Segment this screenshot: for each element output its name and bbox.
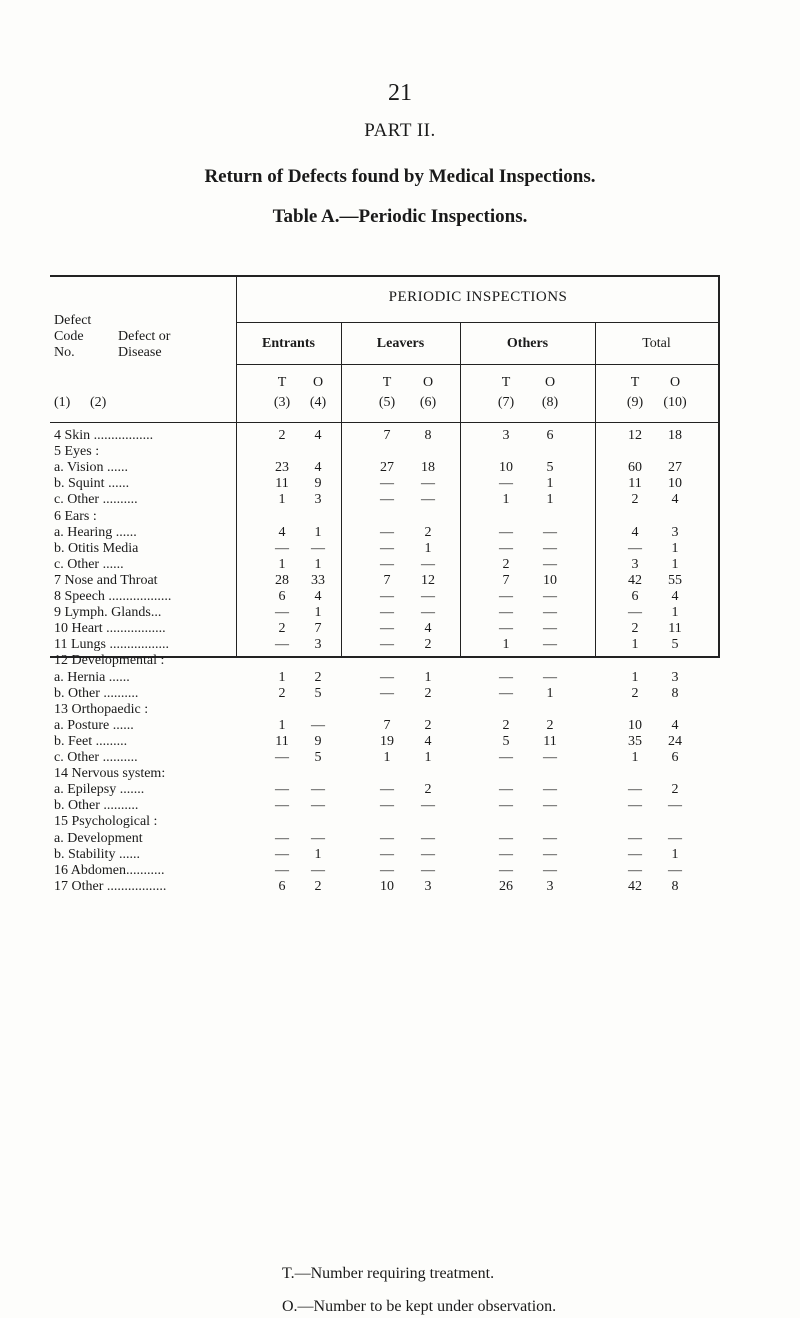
row-label: 9 Lymph. Glands... [54, 605, 162, 621]
header-bottom-rule [50, 422, 720, 423]
table-cell: — [499, 798, 513, 814]
row-label: 12 Developmental : [54, 653, 165, 669]
row-label: a. Posture ...... [54, 717, 134, 733]
row-label: b. Otitis Media [54, 540, 139, 556]
table-cell: — [499, 862, 513, 878]
table-cell: 42 [628, 572, 642, 588]
col-number-8: (8) [541, 395, 559, 410]
table-cell: 2 [631, 621, 639, 637]
table-cell: — [380, 846, 394, 862]
table-cell: — [380, 524, 394, 540]
table-cell: — [421, 605, 435, 621]
table-cell: — [380, 862, 394, 878]
table-cell: — [499, 540, 513, 556]
page-number: 21 [388, 80, 412, 106]
table-cell: 35 [628, 733, 642, 749]
table-cell: 1 [424, 540, 432, 556]
table-cell: 2 [424, 782, 432, 798]
table-cell: — [543, 846, 557, 862]
footnote-t: T.—Number requiring treatment. [282, 1265, 495, 1282]
table-row [50, 879, 718, 895]
table-cell: — [499, 846, 513, 862]
row-label: a. Hearing ...... [54, 524, 137, 540]
table-cell: — [275, 750, 289, 765]
table-cell: 26 [499, 878, 513, 894]
table-cell: 10 [668, 476, 682, 492]
table-cell: 1 [631, 750, 639, 765]
table-cell: — [421, 589, 435, 604]
table-cell: 2 [278, 428, 286, 443]
table-cell: 3 [424, 878, 432, 894]
col-number-1: (1) [54, 395, 71, 410]
code-header-line: Code [54, 329, 84, 344]
row-label: c. Other .......... [54, 750, 138, 765]
table-cell: 1 [424, 669, 432, 685]
table-cell: — [311, 862, 325, 878]
table-row [50, 476, 718, 492]
table-row [50, 460, 718, 476]
table-row [50, 863, 718, 879]
table-cell: 4 [671, 492, 679, 508]
group-header-total: Total [642, 336, 671, 351]
table-cell: 1 [671, 540, 679, 556]
table-cell: 6 [631, 589, 639, 604]
table-cell: — [275, 782, 289, 798]
table-cell: — [380, 556, 394, 572]
table-cell: — [499, 782, 513, 798]
group-header-rule [236, 322, 720, 323]
table-cell: — [543, 750, 557, 765]
table-cell: 5 [314, 750, 322, 765]
table-cell: — [543, 830, 557, 846]
table-cell: 28 [275, 572, 289, 588]
table-cell: 1 [502, 637, 510, 653]
sub-header-8: O [544, 375, 556, 390]
table-cell: 1 [314, 524, 322, 540]
table-cell: 4 [671, 717, 679, 733]
table-cell: — [499, 669, 513, 685]
table-cell: — [543, 798, 557, 814]
table-cell: — [543, 621, 557, 637]
row-label: 13 Orthopaedic : [54, 701, 149, 717]
table-row [50, 509, 718, 525]
row-label: b. Squint ...... [54, 476, 130, 492]
table-cell: 23 [275, 460, 289, 476]
table-row [50, 670, 718, 686]
table-cell: — [380, 830, 394, 846]
no-header-line: No. [54, 345, 75, 360]
table-cell: 6 [278, 589, 286, 604]
disease-header-line: Disease [118, 345, 162, 360]
table-row [50, 589, 718, 605]
table-cell: — [543, 862, 557, 878]
table-cell: 11 [275, 733, 289, 749]
table-cell: — [668, 798, 682, 814]
row-label: 16 Abdomen........... [54, 862, 165, 878]
table-row [50, 444, 718, 460]
table-cell: 10 [543, 572, 557, 588]
table-cell: 55 [668, 572, 682, 588]
table-cell: 2 [314, 669, 322, 685]
table-cell: 1 [502, 492, 510, 508]
table-cell: — [380, 782, 394, 798]
col-number-10: (10) [663, 395, 687, 410]
table-cell: 12 [421, 572, 435, 588]
table-cell: 2 [424, 717, 432, 733]
table-cell: 1 [278, 669, 286, 685]
table-row [50, 702, 718, 718]
table-row [50, 637, 718, 653]
sub-header-4: O [312, 375, 324, 390]
group-header-others: Others [506, 336, 549, 351]
disease-header [118, 329, 170, 361]
table-subtitle: Table A.—Periodic Inspections. [272, 206, 528, 227]
table-cell: 1 [671, 605, 679, 621]
table-cell: — [628, 605, 642, 621]
table-cell: 7 [502, 572, 510, 588]
col-number-4: (4) [309, 395, 327, 410]
table-cell: — [543, 540, 557, 556]
table-cell: — [628, 862, 642, 878]
table-cell: — [628, 798, 642, 814]
row-label: 4 Skin ................. [54, 428, 154, 443]
table-row [50, 541, 718, 557]
table-cell: 2 [278, 621, 286, 637]
table-cell: 19 [380, 733, 394, 749]
sub-header-rule [236, 364, 720, 365]
table-cell: 10 [380, 878, 394, 894]
table-cell: 5 [502, 733, 510, 749]
table-row [50, 653, 718, 669]
row-label: c. Other ...... [54, 556, 124, 572]
table-cell: — [380, 798, 394, 814]
row-label: 10 Heart ................. [54, 621, 166, 637]
table-cell: — [421, 476, 435, 492]
table-cell: 1 [671, 846, 679, 862]
row-label: b. Stability ...... [54, 846, 140, 862]
table-cell: 1 [278, 717, 286, 733]
table-cell: 8 [671, 685, 679, 701]
table-cell: 7 [383, 572, 391, 588]
table-cell: — [543, 669, 557, 685]
table-cell: — [499, 750, 513, 765]
table-row [50, 782, 718, 798]
table-row [50, 605, 718, 621]
table-cell: — [380, 589, 394, 604]
table-cell: — [543, 605, 557, 621]
table-cell: — [380, 669, 394, 685]
table-cell: 4 [631, 524, 639, 540]
row-label: 14 Nervous system: [54, 766, 166, 782]
table-cell: — [380, 621, 394, 637]
row-label: a. Epilepsy ....... [54, 782, 145, 798]
row-label: b. Other .......... [54, 798, 139, 814]
row-label: b. Other .......... [54, 685, 139, 701]
table-cell: 1 [631, 637, 639, 653]
table-cell: 2 [546, 717, 554, 733]
table-cell: 18 [668, 428, 682, 443]
table-cell: — [380, 492, 394, 508]
table-cell: — [421, 830, 435, 846]
row-label: a. Development [54, 830, 143, 846]
table-cell: 7 [314, 621, 322, 637]
sub-header-6: O [422, 375, 434, 390]
table-cell: 3 [502, 428, 510, 443]
table-cell: — [421, 556, 435, 572]
table-cell: — [311, 830, 325, 846]
table-cell: — [543, 556, 557, 572]
table-cell: 1 [278, 492, 286, 508]
table-cell: 60 [628, 460, 642, 476]
row-label: 7 Nose and Throat [54, 572, 158, 588]
table-cell: 10 [628, 717, 642, 733]
row-label: 8 Speech .................. [54, 589, 172, 604]
table-cell: 3 [314, 492, 322, 508]
table-cell: 4 [314, 589, 322, 604]
table-cell: 1 [314, 605, 322, 621]
table-cell: — [275, 862, 289, 878]
table-cell: 9 [314, 476, 322, 492]
document-title: Return of Defects found by Medical Inspections. [204, 166, 596, 187]
table-cell: — [275, 540, 289, 556]
defect-code-header [54, 313, 91, 361]
table-row [50, 718, 718, 734]
table-cell: 3 [671, 669, 679, 685]
periodic-inspections-header: PERIODIC INSPECTIONS [388, 289, 568, 305]
table-row [50, 798, 718, 814]
table-cell: 27 [668, 460, 682, 476]
row-label: 5 Eyes : [54, 444, 100, 460]
sub-header-5: T [382, 375, 392, 390]
table-cell: — [421, 846, 435, 862]
table-cell: — [421, 492, 435, 508]
table-cell: — [380, 476, 394, 492]
table-cell: 1 [383, 750, 391, 765]
table-cell: — [499, 621, 513, 637]
table-cell: 42 [628, 878, 642, 894]
table-cell: — [499, 476, 513, 492]
table-cell: 2 [502, 556, 510, 572]
table-cell: — [543, 589, 557, 604]
table-cell: — [275, 637, 289, 653]
sub-header-10: O [669, 375, 681, 390]
table-cell: — [499, 589, 513, 604]
table-cell: 2 [278, 685, 286, 701]
row-label: c. Other .......... [54, 492, 138, 508]
table-cell: 27 [380, 460, 394, 476]
table-cell: — [275, 605, 289, 621]
table-row [50, 492, 718, 508]
table-right-rule [718, 275, 720, 658]
sub-header-3: T [277, 375, 287, 390]
table-cell: 2 [631, 492, 639, 508]
table-cell: 2 [631, 685, 639, 701]
table-cell: — [275, 846, 289, 862]
table-cell: 2 [424, 524, 432, 540]
part-heading: PART II. [364, 120, 436, 141]
table-cell: — [543, 782, 557, 798]
row-label: 17 Other ................. [54, 878, 167, 894]
table-cell: — [380, 605, 394, 621]
table-cell: — [499, 524, 513, 540]
col-number-7: (7) [497, 395, 515, 410]
table-cell: — [311, 717, 325, 733]
table-cell: 1 [671, 556, 679, 572]
table-row [50, 766, 718, 782]
table-cell: 11 [668, 621, 682, 637]
table-row [50, 686, 718, 702]
row-label: 6 Ears : [54, 508, 97, 524]
table-cell: 2 [314, 878, 322, 894]
group-header-leavers: Leavers [376, 336, 425, 351]
table-row [50, 750, 718, 766]
sub-header-9: T [630, 375, 640, 390]
row-label: a. Hernia ...... [54, 669, 130, 685]
table-cell: 2 [502, 717, 510, 733]
table-cell: 1 [546, 476, 554, 492]
table-cell: 7 [383, 717, 391, 733]
table-cell: — [499, 830, 513, 846]
table-cell: 18 [421, 460, 435, 476]
table-cell: 3 [631, 556, 639, 572]
table-cell: 4 [424, 733, 432, 749]
table-cell: — [499, 685, 513, 701]
table-cell: — [311, 782, 325, 798]
footnote-o: O.—Number to be kept under observation. [282, 1298, 557, 1315]
table-cell: 7 [383, 428, 391, 443]
table-cell: — [380, 637, 394, 653]
group-header-entrants: Entrants [262, 336, 315, 351]
col-number-5: (5) [378, 395, 396, 410]
table-cell: — [275, 830, 289, 846]
table-cell: — [499, 605, 513, 621]
table-row [50, 557, 718, 573]
table-row [50, 831, 718, 847]
table-cell: 9 [314, 733, 322, 749]
table-cell: — [380, 540, 394, 556]
row-label: 15 Psychological : [54, 814, 158, 830]
row-label: 11 Lungs ................. [54, 637, 169, 653]
table-cell: 1 [424, 750, 432, 765]
table-cell: 2 [424, 637, 432, 653]
table-cell: — [628, 540, 642, 556]
table-cell: 1 [278, 556, 286, 572]
table-cell: 6 [671, 750, 679, 765]
table-cell: 11 [543, 733, 557, 749]
table-cell: — [628, 830, 642, 846]
table-row [50, 621, 718, 637]
table-cell: — [311, 540, 325, 556]
table-cell: — [275, 798, 289, 814]
table-cell: 33 [311, 572, 325, 588]
table-cell: 12 [628, 428, 642, 443]
table-cell: 1 [546, 492, 554, 508]
table-cell: 3 [546, 878, 554, 894]
table-cell: — [628, 782, 642, 798]
table-cell: 2 [671, 782, 679, 798]
table-cell: 11 [275, 476, 289, 492]
table-cell: 4 [424, 621, 432, 637]
table-cell: — [668, 830, 682, 846]
table-cell: — [421, 798, 435, 814]
table-cell: 2 [424, 685, 432, 701]
col-number-9: (9) [626, 395, 644, 410]
table-cell: 6 [546, 428, 554, 443]
defects-table-grid [50, 275, 720, 894]
table-cell: 4 [314, 460, 322, 476]
row-label: a. Vision ...... [54, 460, 128, 476]
table-cell: — [380, 685, 394, 701]
table-cell: 3 [314, 637, 322, 653]
col-number-3: (3) [273, 395, 291, 410]
table-top-rule [50, 275, 720, 277]
table-cell: — [668, 862, 682, 878]
table-row [50, 734, 718, 750]
table-cell: — [628, 846, 642, 862]
col-number-2: (2) [90, 395, 107, 410]
table-cell: 1 [546, 685, 554, 701]
table-cell: 4 [314, 428, 322, 443]
defect-or-header-line: Defect or [118, 329, 171, 344]
table-cell: — [543, 637, 557, 653]
table-cell: 5 [314, 685, 322, 701]
table-row [50, 847, 718, 863]
table-cell: 3 [671, 524, 679, 540]
table-row [50, 428, 718, 444]
table-cell: 8 [424, 428, 432, 443]
table-cell: — [543, 524, 557, 540]
sub-header-7: T [501, 375, 511, 390]
row-label: b. Feet ......... [54, 733, 128, 749]
table-cell: 1 [631, 669, 639, 685]
table-cell: 4 [671, 589, 679, 604]
table-cell: 6 [278, 878, 286, 894]
defect-header-line: Defect [54, 313, 92, 328]
table-cell: 5 [671, 637, 679, 653]
col-number-6: (6) [419, 395, 437, 410]
table-cell: — [311, 798, 325, 814]
table-cell: 1 [314, 556, 322, 572]
table-cell: 8 [671, 878, 679, 894]
table-cell: 11 [628, 476, 642, 492]
table-cell: — [421, 862, 435, 878]
table-cell: 10 [499, 460, 513, 476]
table-row [50, 573, 718, 589]
table-cell: 24 [668, 733, 682, 749]
table-cell: 1 [314, 846, 322, 862]
table-row [50, 525, 718, 541]
table-cell: 5 [546, 460, 554, 476]
table-row [50, 814, 718, 830]
table-cell: 4 [278, 524, 286, 540]
